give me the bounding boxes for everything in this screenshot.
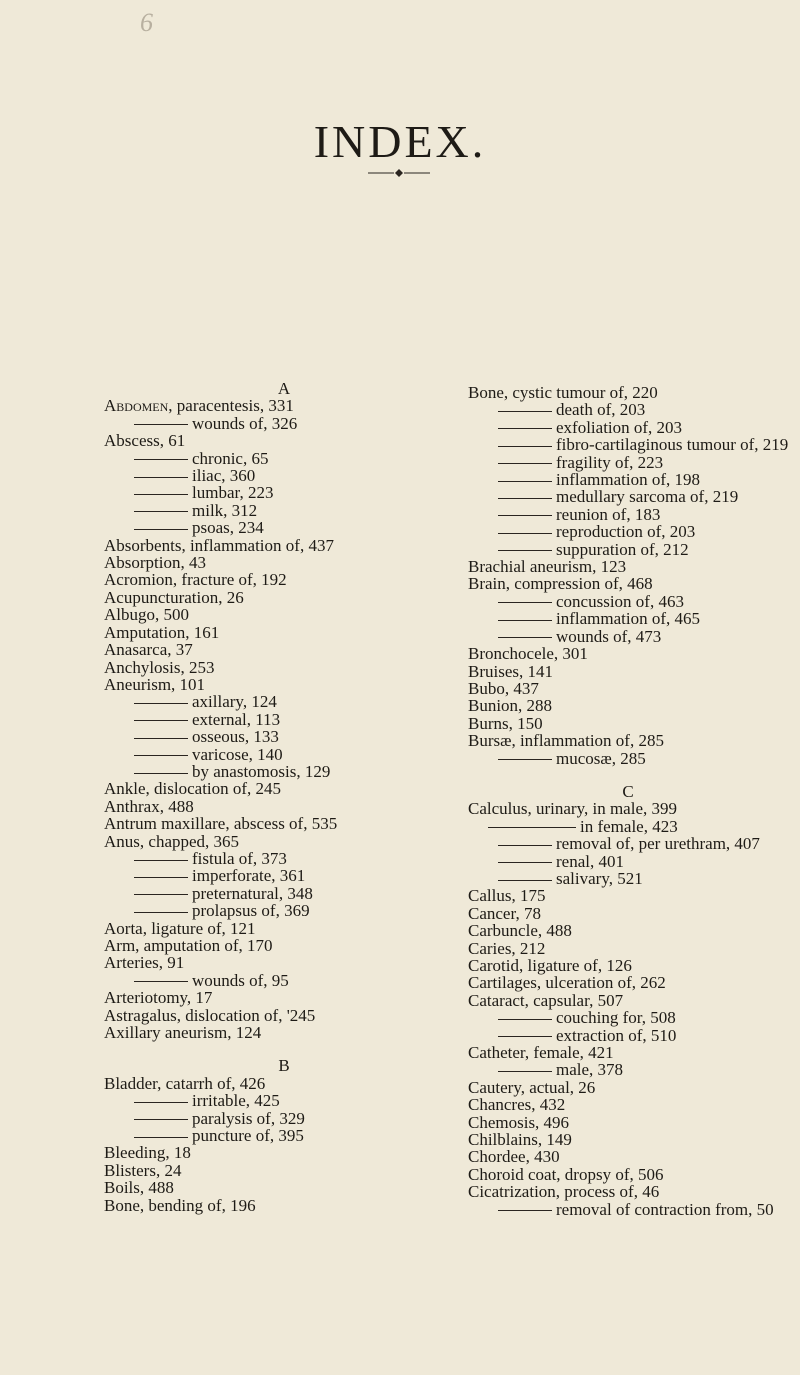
ditto-dash [134,494,188,495]
entry-text: Arteries, 91 [104,953,185,973]
index-subentry [104,1110,464,1127]
entry-text: by anastomosis, 129 [192,761,331,781]
ditto-dash [498,428,552,429]
ditto-dash [498,1210,552,1211]
ditto-dash [498,880,552,881]
section-letter: B [278,1056,290,1076]
entry-text: extraction of, 510 [556,1025,677,1045]
entry-text: mucosæ, 285 [556,748,646,768]
entry-text: Anus, chapped, 365 [104,831,240,851]
index-entry [468,1044,788,1061]
index-subentry [104,467,464,484]
entry-text: couching for, 508 [556,1008,676,1028]
ditto-dash [134,424,188,425]
entry-text: Bursæ, inflammation of, 285 [468,731,664,751]
entry-text: Amputation, 161 [104,622,220,642]
entry-text: prolapsus of, 369 [192,901,310,921]
index-entry [468,575,788,592]
entry-text: Anthrax, 488 [104,796,194,816]
entry-text: lumbar, 223 [192,483,274,503]
section-gap [104,1041,464,1057]
entry-text: Acromion, fracture of, 192 [104,570,287,590]
index-subentry [468,870,788,887]
entry-text: death of, 203 [556,400,646,420]
index-subentry [468,1009,788,1026]
index-entry [104,780,464,797]
index-entry [468,974,788,991]
index-subentry [468,523,788,540]
index-subentry [104,415,464,432]
index-subentry [468,454,788,471]
index-entry [468,680,788,697]
index-entry [468,1131,788,1148]
index-entry [104,571,464,588]
index-subentry [468,419,788,436]
index-entry [468,800,788,817]
index-entry [104,397,464,414]
index-subentry [104,885,464,902]
index-subentry [104,1092,464,1109]
index-entry [104,989,464,1006]
ditto-dash [134,894,188,895]
entry-text: Arm, amputation of, 170 [104,936,273,955]
entry-text: wounds of, 326 [192,413,298,433]
entry-text: milk, 312 [192,500,258,520]
index-entry [468,1114,788,1131]
ditto-dash [498,498,552,499]
index-entry [104,1197,464,1214]
index-subentry [468,436,788,453]
index-entry [104,537,464,554]
index-entry [468,1096,788,1113]
index-entry [468,922,788,939]
entry-text: Chancres, 432 [468,1095,566,1115]
index-entry [468,887,788,904]
index-entry [104,815,464,832]
entry-text: inflammation of, 465 [556,609,701,629]
index-subentry [104,502,464,519]
index-entry [104,624,464,641]
index-entry [468,732,788,749]
ditto-dash [498,515,552,516]
entry-text: Bladder, catarrh of, 426 [104,1073,266,1093]
entry-text: Cancer, 78 [468,903,541,923]
index-subentry [468,818,788,835]
entry-text: fibro-cartilaginous tumour of, 219 [556,435,789,455]
index-column-right [468,384,788,1218]
entry-text: varicose, 140 [192,744,283,764]
entry-text: exfoliation of, 203 [556,417,683,437]
entry-text: Bunion, 288 [468,696,553,716]
section-letter: C [622,781,634,801]
ditto-dash [498,1019,552,1020]
index-subentry [104,484,464,501]
entry-text: Blisters, 24 [104,1160,182,1180]
ditto-dash [134,720,188,721]
index-entry [104,1144,464,1161]
index-subentry [104,693,464,710]
entry-text: imperforate, 361 [192,866,306,886]
section-letter: A [277,379,291,398]
entry-text: renal, 401 [556,851,624,871]
index-entry [468,715,788,732]
entry-text: in female, 423 [580,816,678,836]
entry-text: Choroid coat, dropsy of, 506 [468,1164,664,1184]
entry-text: Absorption, 43 [104,553,206,573]
index-subentry [104,902,464,919]
index-subentry [468,750,788,767]
entry-text: Acupuncturation, 26 [104,587,244,607]
page-mark: 6 [140,8,153,37]
index-subentry [104,1127,464,1144]
entry-text: Abdomen, paracentesis, 331 [104,396,294,416]
entry-text: paralysis of, 329 [192,1108,305,1128]
index-subentry [468,593,788,610]
entry-text: Absorbents, inflammation of, 437 [104,535,334,555]
entry-text: Bone, bending of, 196 [104,1195,256,1215]
entry-text: Caries, 212 [468,938,546,958]
ditto-dash [498,1036,552,1037]
entry-text: Calculus, urinary, in male, 399 [468,799,677,819]
entry-text: Catheter, female, 421 [468,1043,614,1063]
index-subentry [468,610,788,627]
ditto-dash [498,845,552,846]
ditto-dash [488,827,576,828]
entry-text: axillary, 124 [192,692,277,712]
divider-ornament [368,168,430,178]
entry-text: inflammation of, 198 [556,470,701,490]
entry-text: Chordee, 430 [468,1147,560,1167]
index-subentry [104,450,464,467]
ditto-dash [498,463,552,464]
entry-text: puncture of, 395 [192,1126,304,1146]
index-subentry [468,541,788,558]
entry-text: salivary, 521 [556,868,643,888]
entry-text: Carbuncle, 488 [468,921,572,941]
index-subentry [468,488,788,505]
entry-text: Bleeding, 18 [104,1143,191,1163]
index-entry [104,833,464,850]
ditto-dash [134,1137,188,1138]
entry-text: chronic, 65 [192,448,269,468]
ditto-dash [134,981,188,982]
index-subentry [468,835,788,852]
entry-text: reunion of, 183 [556,504,661,524]
index-column-left [104,380,464,1214]
entry-text: preternatural, 348 [192,883,313,903]
entry-text: medullary sarcoma of, 219 [556,487,739,507]
index-entry [104,1162,464,1179]
entry-text: Anchylosis, 253 [104,657,215,677]
index-subentry [468,628,788,645]
entry-text: Callus, 175 [468,886,546,906]
index-subentry [468,471,788,488]
ditto-dash [134,1119,188,1120]
ditto-dash [134,877,188,878]
ditto-dash [134,477,188,478]
entry-text: psoas, 234 [192,518,264,538]
entry-text: Cartilages, ulceration of, 262 [468,973,666,993]
ditto-dash [134,860,188,861]
ditto-dash [134,529,188,530]
index-entry [468,663,788,680]
ditto-dash [134,738,188,739]
entry-text: Cicatrization, process of, 46 [468,1182,660,1202]
index-subentry [468,1201,788,1218]
ditto-dash [134,755,188,756]
entry-text: Chemosis, 496 [468,1112,570,1132]
ditto-dash [498,602,552,603]
entry-text: removal of contraction from, 50 [556,1199,774,1219]
ditto-dash [134,511,188,512]
entry-text: fragility of, 223 [556,452,664,472]
ditto-dash [498,1071,552,1072]
entry-text: Bubo, 437 [468,678,539,698]
entry-text: irritable, 425 [192,1091,280,1111]
index-entry [104,798,464,815]
entry-text: Astragalus, dislocation of, '245 [104,1005,316,1025]
entry-text: Ankle, dislocation of, 245 [104,779,282,799]
index-subentry [468,401,788,418]
ditto-dash [134,459,188,460]
index-entry [104,1075,464,1092]
index-subentry [104,519,464,536]
entry-text: wounds of, 473 [556,626,662,646]
page-title: INDEX. [313,115,487,167]
ditto-dash [134,912,188,913]
index-subentry [104,763,464,780]
entry-text: wounds of, 95 [192,970,289,990]
index-entry [468,992,788,1009]
entry-text: Arteriotomy, 17 [104,988,213,1008]
index-subentry [104,728,464,745]
index-entry [468,1148,788,1165]
entry-text: Anasarca, 37 [104,640,193,660]
entry-text: concussion of, 463 [556,591,684,611]
entry-text: male, 378 [556,1060,624,1080]
entry-text: iliac, 360 [192,466,256,486]
ditto-dash [498,446,552,447]
index-entry [468,645,788,662]
entry-text: Bruises, 141 [468,661,553,681]
entry-text: removal of, per urethram, 407 [556,834,760,854]
entry-text: Burns, 150 [468,713,543,733]
index-subentry [468,1061,788,1078]
entry-text: Bronchocele, 301 [468,644,588,664]
index-subentry [104,850,464,867]
index-entry [468,384,788,401]
entry-text: Chilblains, 149 [468,1130,572,1150]
ditto-dash [134,703,188,704]
index-entry [104,1179,464,1196]
index-subentry [104,711,464,728]
ditto-dash [134,773,188,774]
entry-text: reproduction of, 203 [556,522,696,542]
entry-text: Carotid, ligature of, 126 [468,956,632,975]
index-entry [468,1183,788,1200]
entry-text: Bone, cystic tumour of, 220 [468,383,658,402]
entry-text: Antrum maxillare, abscess of, 535 [104,814,338,834]
index-entry [104,641,464,658]
ditto-dash [498,637,552,638]
index-entry [468,558,788,575]
entry-text: suppuration of, 212 [556,539,689,559]
index-subentry [104,746,464,763]
ditto-dash [498,862,552,863]
entry-text: Abscess, 61 [104,431,186,451]
entry-text: Boils, 488 [104,1178,174,1198]
entry-text: external, 113 [192,709,281,729]
index-entry [468,1079,788,1096]
index-entry [104,554,464,571]
entry-text: Aneurism, 101 [104,674,206,694]
index-subentry [104,867,464,884]
ditto-dash [498,481,552,482]
ditto-dash [498,620,552,621]
ditto-dash [498,550,552,551]
entry-text: Albugo, 500 [104,605,189,625]
ditto-dash [498,759,552,760]
entry-text: Brain, compression of, 468 [468,574,653,594]
index-entry [468,957,788,974]
index-entry [104,606,464,623]
index-entry [104,1007,464,1024]
index-subentry [468,506,788,523]
entry-text: Brachial aneurism, 123 [468,557,627,577]
entry-text: Axillary aneurism, 124 [104,1023,262,1043]
index-entry [468,1166,788,1183]
entry-text: Cataract, capsular, 507 [468,990,624,1010]
ditto-dash [498,533,552,534]
entry-text: osseous, 133 [192,727,279,747]
index-entry [104,920,464,937]
index-entry [468,905,788,922]
index-entry [104,659,464,676]
index-entry [104,954,464,971]
index-entry [104,1024,464,1041]
index-entry [104,676,464,693]
index-subentry [104,972,464,989]
index-entry [468,697,788,714]
ditto-dash [134,1102,188,1103]
index-entry [104,937,464,954]
entry-text: fistula of, 373 [192,848,287,868]
index-subentry [468,1027,788,1044]
ditto-dash [498,411,552,412]
index-entry [468,940,788,957]
index-entry [104,589,464,606]
index-entry [104,432,464,449]
index-subentry [468,853,788,870]
entry-text: Aorta, ligature of, 121 [104,918,256,938]
section-gap [468,767,788,783]
entry-text: Cautery, actual, 26 [468,1077,596,1097]
